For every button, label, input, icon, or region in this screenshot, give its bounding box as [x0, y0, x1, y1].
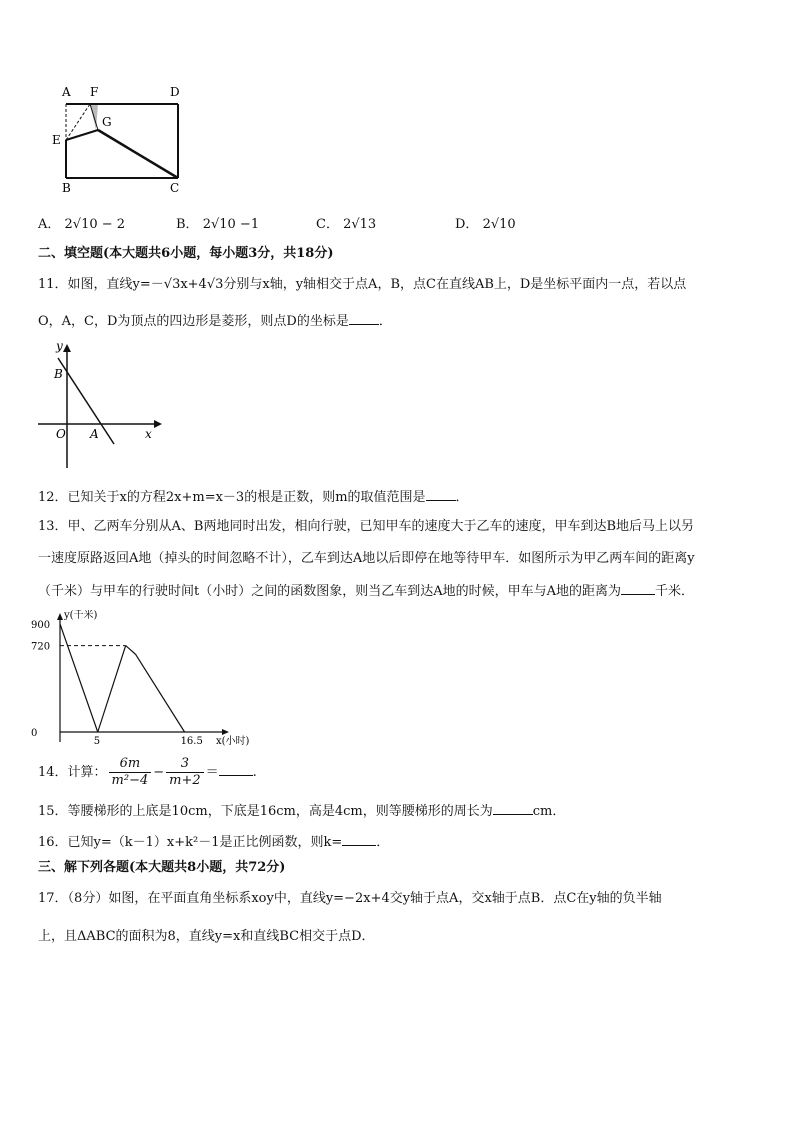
ytick-label: 900: [31, 620, 51, 631]
option-c: [316, 213, 376, 232]
option-d-letter: D．: [455, 217, 479, 232]
fig11-y-label: y: [56, 340, 63, 353]
option-c-letter: C．: [316, 217, 339, 232]
chart-x-arrow: [222, 729, 229, 735]
xtick-label: 16.5: [180, 736, 203, 747]
q16: [38, 833, 389, 852]
q14-den1: m²−4: [111, 773, 149, 788]
label-G: G: [102, 115, 112, 129]
option-a-letter: A．: [38, 217, 61, 232]
q11-answer-blank[interactable]: [349, 312, 379, 325]
q11-line1: 11．如图，直线y=－√3x+4√3分别与x轴，y轴相交于点A，B，点C在直线AB上，D是坐标平面内一点，若以点: [38, 277, 687, 292]
option-b-letter: B．: [176, 217, 199, 232]
q14-minus: −: [153, 765, 165, 780]
q11-figure: [34, 340, 164, 472]
q12-text: 12．已知关于x的方程2x+m=x－3的根是正数，则m的取值范围是: [38, 490, 426, 505]
option-b: [176, 213, 259, 232]
q12-end: ．: [455, 490, 469, 505]
q15: [38, 802, 565, 821]
label-E: E: [52, 133, 61, 147]
q14-end: .: [252, 765, 257, 780]
q10-figure: [48, 82, 198, 197]
fig11-a-label: A: [90, 427, 99, 441]
label-C: C: [170, 181, 180, 195]
option-a: [38, 213, 125, 232]
y-axis-label: y(千米): [64, 610, 98, 621]
option-d: [455, 213, 516, 232]
q14-text: 14．计算：: [38, 765, 107, 780]
option-d-expr: 2√10: [482, 217, 516, 232]
q14-equals: ＝: [205, 765, 219, 780]
option-a-expr: 2√10 − 2: [64, 217, 126, 232]
q16-text: 16．已知y=（k－1）x+k²－1是正比例函数，则k=: [38, 835, 343, 850]
label-D: D: [170, 85, 180, 99]
q13-line3-end: 千米．: [655, 584, 695, 599]
ytick-label: 720: [31, 641, 51, 653]
q12-answer-blank[interactable]: [426, 488, 456, 501]
q11-line2: [38, 312, 392, 331]
series-segment: [136, 654, 185, 732]
q13-line2: 一速度原路返回A地（掉头的时间忽略不计），乙车到达A地以后即停在地等待甲车．如图所示为甲乙两车间的距离y: [38, 551, 695, 566]
q13-line3: [38, 582, 694, 601]
ytick-label: 0: [31, 728, 38, 739]
q11-line2-end: ．: [378, 314, 392, 329]
q14-den2: m+2: [169, 773, 201, 788]
section-2-heading: 二、填空题(本大题共6小题，每小题3分，共18分): [38, 246, 334, 261]
fig11-o-label: O: [56, 427, 66, 441]
option-c-expr: 2√13: [343, 217, 377, 232]
q16-end: ．: [376, 835, 390, 850]
q14-num1: 6m: [109, 756, 152, 773]
q17-line1: 17．（8分）如图，在平面直角坐标系xoy中，直线y=−2x+4交y轴于点A，交x轴于点B．点C在y轴的负半轴: [38, 891, 662, 906]
q14: [38, 754, 257, 792]
q13-line3-text: （千米）与甲车的行驶时间t（小时）之间的函数图象，则当乙车到达A地的时候，甲车与A地的距离为: [38, 584, 622, 599]
fig11-x-label: x: [145, 427, 152, 441]
q14-answer-blank[interactable]: [219, 763, 253, 776]
q17-line2: 上，且ΔABC的面积为8，直线y=x和直线BC相交于点D．: [38, 929, 375, 944]
q14-fraction-2: [166, 756, 204, 789]
section-3-heading: 三、解下列各题(本大题共8小题，共72分): [38, 860, 286, 875]
q15-text: 15．等腰梯形的上底是10cm，下底是16cm，高是4cm，则等腰梯形的周长为: [38, 804, 493, 819]
q13-line1: 13．甲、乙两车分别从A、B两地同时出发，相向行驶，已知甲车的速度大于乙车的速度，甲车到达B地后马上以另: [38, 519, 695, 534]
q14-num2: 3: [166, 756, 204, 773]
q11-line2-text: O，A，C，D为顶点的四边形是菱形，则点D的坐标是: [38, 314, 349, 329]
x-axis-label: x(小时): [216, 736, 250, 747]
q15-answer-blank[interactable]: [493, 802, 533, 815]
label-B: B: [62, 181, 71, 195]
q15-end: cm．: [532, 804, 566, 819]
label-A: A: [62, 85, 71, 99]
xtick-label: 5: [93, 736, 101, 747]
fig11-b-label: B: [54, 367, 63, 381]
option-b-expr: 2√10 −1: [202, 217, 260, 232]
series-segment: [126, 646, 136, 655]
chart-y-arrow: [57, 613, 63, 620]
label-F: F: [90, 85, 99, 99]
series-segment: [98, 646, 126, 732]
series-segment: [60, 624, 98, 732]
q13-answer-blank[interactable]: [621, 582, 655, 595]
q12: [38, 488, 469, 507]
q13-chart: [30, 610, 260, 750]
q16-answer-blank[interactable]: [342, 833, 376, 846]
q14-fraction-1: [109, 756, 152, 789]
